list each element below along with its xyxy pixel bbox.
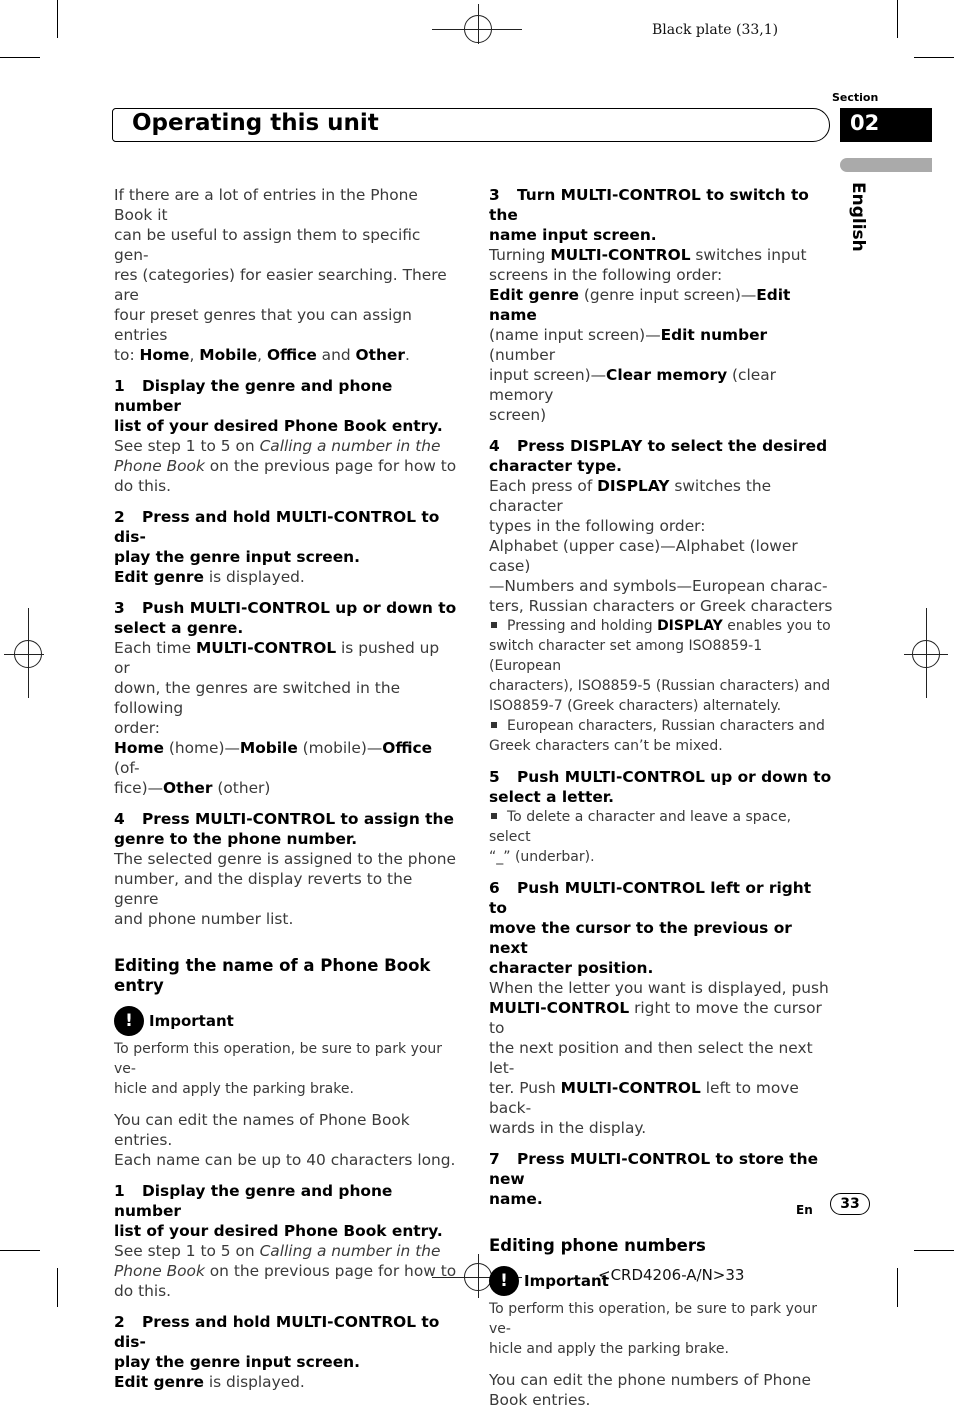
edit-intro: You can edit the names of Phone Book entries. Each name can be up to 40 characters long. xyxy=(114,1111,456,1169)
page-language: En xyxy=(796,1203,813,1217)
edit-step-1: 1 Display the genre and phone number list of your desired Phone Book entry. See step 1 to 5 on Calling a number in the Phone Book on the previous page for how to do this. xyxy=(114,1182,457,1300)
section-label: Section xyxy=(832,91,879,104)
important-icon: ! xyxy=(114,1006,144,1036)
intro-paragraph: If there are a lot of entries in the Phone Book it can be useful to assign them to specific gen- res (categories) for easier searching. There are four preset genres that you can assign entries to: Home, Mobile, Office and Other. xyxy=(114,186,447,364)
important-text: To perform this operation, be sure to park your ve- hicle and apply the parking brake. xyxy=(114,1041,443,1097)
step-r3: 3 Turn MULTI-CONTROL to switch to the name input screen. Turning MULTI-CONTROL switches input screens in the following order: Edit genre (genre input screen)—Edit name (name input screen)—Edit number (number input screen)—Clear memory (clear memory screen) xyxy=(489,186,809,424)
important-text: To perform this operation, be sure to park your ve- hicle and apply the parking brake. xyxy=(489,1301,818,1357)
registration-line xyxy=(478,4,479,44)
crop-mark xyxy=(0,1250,40,1251)
step-r4: 4 Press DISPLAY to select the desired character type. Each press of DISPLAY switches the character types in the following order: Alphabet (upper case)—Alphabet (lower case) —Numbers and symbols—European charac- ters, Russian characters or Greek characters Pressing and holding DISPLAY enables you to switch character set among ISO8859-1 (European characters), ISO8859-5 (Russian characters) and ISO8859-7 (Greek characters) alternately. European characters, Russian characters and Greek characters can’t be mixed. xyxy=(489,437,833,754)
bullet-item: Pressing and holding DISPLAY enables you to xyxy=(489,616,834,636)
step-2: 2 Press and hold MULTI-CONTROL to dis- play the genre input screen. Edit genre is displayed. xyxy=(114,508,440,586)
phone-intro: You can edit the phone numbers of Phone Book entries. xyxy=(489,1371,811,1409)
registration-line xyxy=(4,654,44,655)
section-heading: Editing phone numbers xyxy=(489,1236,706,1255)
crop-mark xyxy=(914,1250,954,1251)
registration-line xyxy=(432,29,522,30)
bullet-icon xyxy=(491,622,497,628)
page-number: 33 xyxy=(830,1193,870,1215)
crop-mark xyxy=(57,0,58,38)
left-column xyxy=(114,185,459,1392)
edit-step-2: 2 Press and hold MULTI-CONTROL to dis- play the genre input screen. Edit genre is displayed. xyxy=(114,1313,440,1391)
registration-line xyxy=(926,608,927,698)
step-r5: 5 Push MULTI-CONTROL up or down to select a letter. To delete a character and leave a space, select “_” (underbar). xyxy=(489,767,834,867)
step-4: 4 Press MULTI-CONTROL to assign the genre to the phone number. The selected genre is assigned to the phone number, and the display reverts to the genre and phone number list. xyxy=(114,810,456,928)
section-heading: Editing the name of a Phone Book entry xyxy=(114,956,431,995)
registration-line xyxy=(28,608,29,698)
bullet-item: To delete a character and leave a space, select xyxy=(489,809,792,845)
important-notice: ! Important xyxy=(489,1266,834,1296)
crop-mark xyxy=(897,1268,898,1307)
plate-label: Black plate (33,1) xyxy=(652,22,779,38)
crop-mark xyxy=(914,57,954,58)
section-number: 02 xyxy=(840,108,932,142)
crop-mark xyxy=(0,57,40,58)
right-column xyxy=(489,185,834,1410)
step-r7: 7 Press MULTI-CONTROL to store the new name. xyxy=(489,1150,819,1208)
step-r6: 6 Push MULTI-CONTROL left or right to move the cursor to the previous or next character position. When the letter you want is displayed, push MULTI-CONTROL right to move the cursor to the next position and then select the next let- ter. Push MULTI-CONTROL left to move back- wards in the display. xyxy=(489,879,829,1137)
crop-mark xyxy=(897,0,898,38)
step-3: 3 Push MULTI-CONTROL up or down to select a genre. Each time MULTI-CONTROL is pushed up or down, the genres are switched in the following order: Home (home)—Mobile (mobile)—Office (of- fice)—Other (other) xyxy=(114,599,457,797)
step-1: 1 Display the genre and phone number list of your desired Phone Book entry. See step 1 to 5 on Calling a number in the Phone Book on the previous page for how to do this. xyxy=(114,377,457,495)
language-label: English xyxy=(848,182,868,252)
registration-line xyxy=(478,1254,479,1298)
important-notice: ! Important xyxy=(114,1006,459,1036)
bullet-icon xyxy=(491,813,497,819)
bullet-item: European characters, Russian characters and xyxy=(489,716,834,736)
page-title: Operating this unit xyxy=(132,110,379,136)
crop-mark xyxy=(57,1268,58,1307)
language-tab-bar xyxy=(840,158,932,172)
document-code: <CRD4206-A/N>33 xyxy=(598,1266,745,1284)
bullet-icon xyxy=(491,722,497,728)
important-icon: ! xyxy=(489,1266,519,1296)
